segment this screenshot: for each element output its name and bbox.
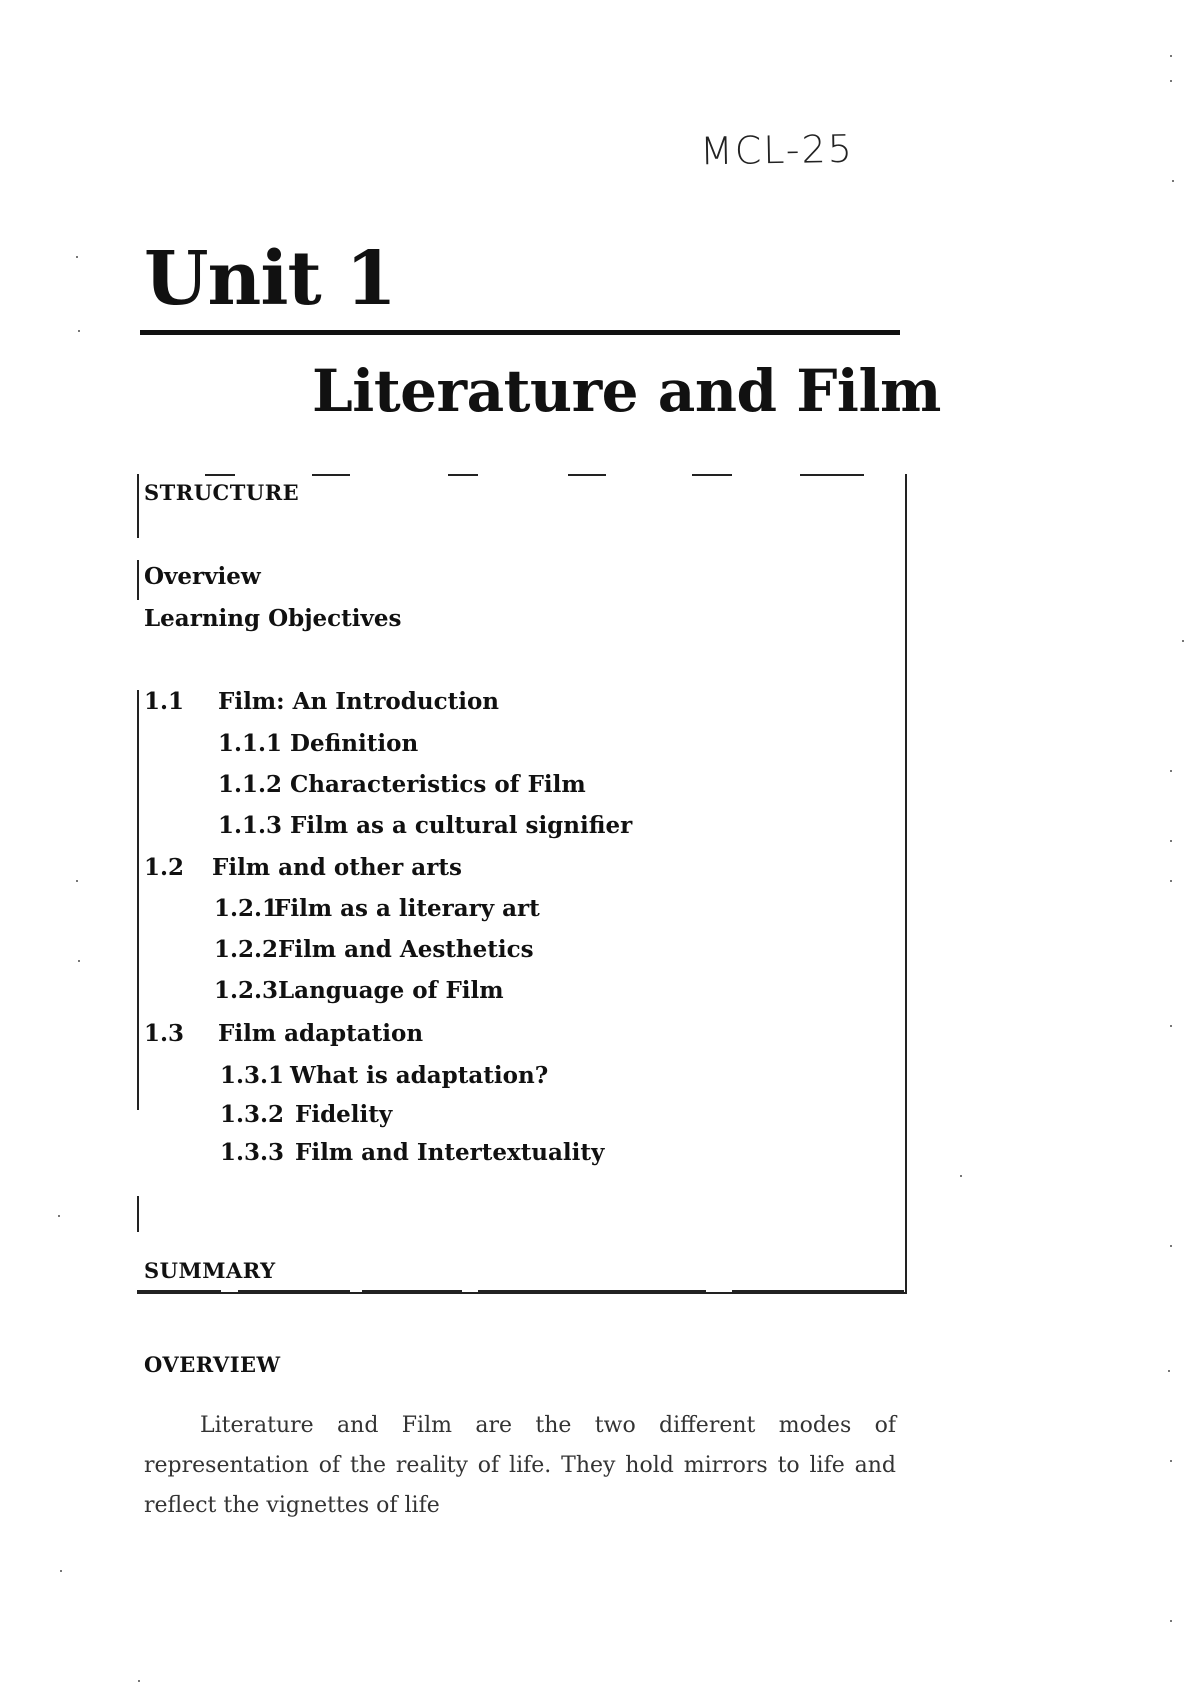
section-number: 1.1	[144, 688, 185, 715]
toc-subsection	[218, 771, 586, 798]
scan-speck	[76, 256, 78, 258]
scan-speck	[58, 1215, 60, 1217]
subsection-number: 1.3.1	[220, 1062, 285, 1089]
subsection-title: Film and Intertextuality	[295, 1139, 605, 1166]
box-top-dash	[692, 474, 732, 476]
toc-subsection	[214, 895, 540, 922]
scan-speck	[78, 960, 80, 962]
scan-speck	[1168, 1370, 1170, 1372]
box-top-dash	[312, 474, 350, 476]
box-top-dash	[448, 474, 478, 476]
subsection-title: What is adaptation?	[290, 1062, 549, 1089]
subsection-number: 1.2.2	[214, 936, 279, 963]
subsection-number: 1.2.1	[214, 895, 279, 922]
toc-subsection	[218, 812, 632, 839]
toc-section	[144, 1020, 423, 1047]
subsection-number: 1.1.1	[218, 730, 283, 757]
scan-speck	[1172, 180, 1174, 182]
box-left-border	[137, 474, 139, 538]
toc-subsection	[214, 977, 504, 1004]
subsection-number: 1.1.3	[218, 812, 283, 839]
scan-speck	[1170, 55, 1172, 57]
section-title: Film: An Introduction	[218, 688, 500, 715]
scan-speck	[76, 880, 78, 882]
scan-speck	[1170, 840, 1172, 842]
scan-speck	[1170, 1025, 1172, 1027]
structure-heading: STRUCTURE	[144, 480, 300, 505]
scan-speck	[1170, 770, 1172, 772]
overview-paragraph	[144, 1406, 896, 1526]
box-top-dash	[800, 474, 864, 476]
scan-speck	[1182, 640, 1184, 642]
section-number: 1.3	[144, 1020, 185, 1047]
section-number: 1.2	[144, 854, 185, 881]
subsection-number: 1.3.3	[220, 1139, 285, 1166]
subsection-title: Film as a cultural signifier	[290, 812, 633, 839]
box-bottom-dash	[137, 1290, 221, 1292]
title-rule	[140, 330, 900, 335]
box-left-border	[137, 690, 139, 1110]
toc-subsection	[214, 936, 534, 963]
box-top-dash	[568, 474, 606, 476]
toc-overview: Overview	[144, 563, 261, 590]
subsection-title: Film as a literary art	[274, 895, 540, 922]
box-left-border	[137, 1196, 139, 1232]
subsection-number: 1.2.3	[214, 977, 279, 1004]
scan-speck	[1170, 880, 1172, 882]
unit-title: Unit 1	[144, 236, 396, 322]
box-top-dash	[205, 474, 235, 476]
handwritten-annotation: MCL-25	[699, 126, 855, 174]
subsection-title: Fidelity	[295, 1101, 393, 1128]
scan-speck	[960, 1175, 962, 1177]
toc-summary: SUMMARY	[144, 1258, 276, 1283]
toc-subsection	[220, 1101, 392, 1128]
box-left-border	[137, 560, 139, 600]
overview-heading: OVERVIEW	[144, 1352, 281, 1377]
subsection-title: Language of Film	[278, 977, 504, 1004]
toc-section	[144, 854, 462, 881]
unit-subtitle: Literature and Film	[312, 357, 941, 425]
scan-speck	[1170, 1460, 1172, 1462]
overview-paragraph-text: Literature and Film are the two different modes of representation of the reality of life. They hold mirrors to life and reflect the vignettes of life	[144, 1413, 896, 1518]
scan-speck	[1170, 1245, 1172, 1247]
subsection-title: Film and Aesthetics	[278, 936, 534, 963]
scan-speck	[78, 330, 80, 332]
toc-subsection	[218, 730, 418, 757]
subsection-number: 1.1.2	[218, 771, 283, 798]
subsection-title: Definition	[290, 730, 419, 757]
scan-speck	[1170, 1620, 1172, 1622]
box-bottom-dash	[362, 1290, 462, 1292]
toc-section	[144, 688, 499, 715]
box-bottom-dash	[478, 1290, 706, 1292]
section-title: Film adaptation	[218, 1020, 424, 1047]
scan-speck	[138, 1680, 140, 1682]
toc-subsection	[220, 1139, 604, 1166]
structure-box	[137, 474, 907, 1294]
subsection-number: 1.3.2	[220, 1101, 285, 1128]
box-bottom-dash	[732, 1290, 904, 1292]
toc-subsection	[220, 1062, 548, 1089]
box-bottom-dash	[238, 1290, 350, 1292]
section-title: Film and other arts	[212, 854, 462, 881]
scan-speck	[60, 1570, 62, 1572]
subsection-title: Characteristics of Film	[290, 771, 586, 798]
toc-learning-objectives: Learning Objectives	[144, 605, 402, 632]
scan-speck	[1170, 80, 1172, 82]
